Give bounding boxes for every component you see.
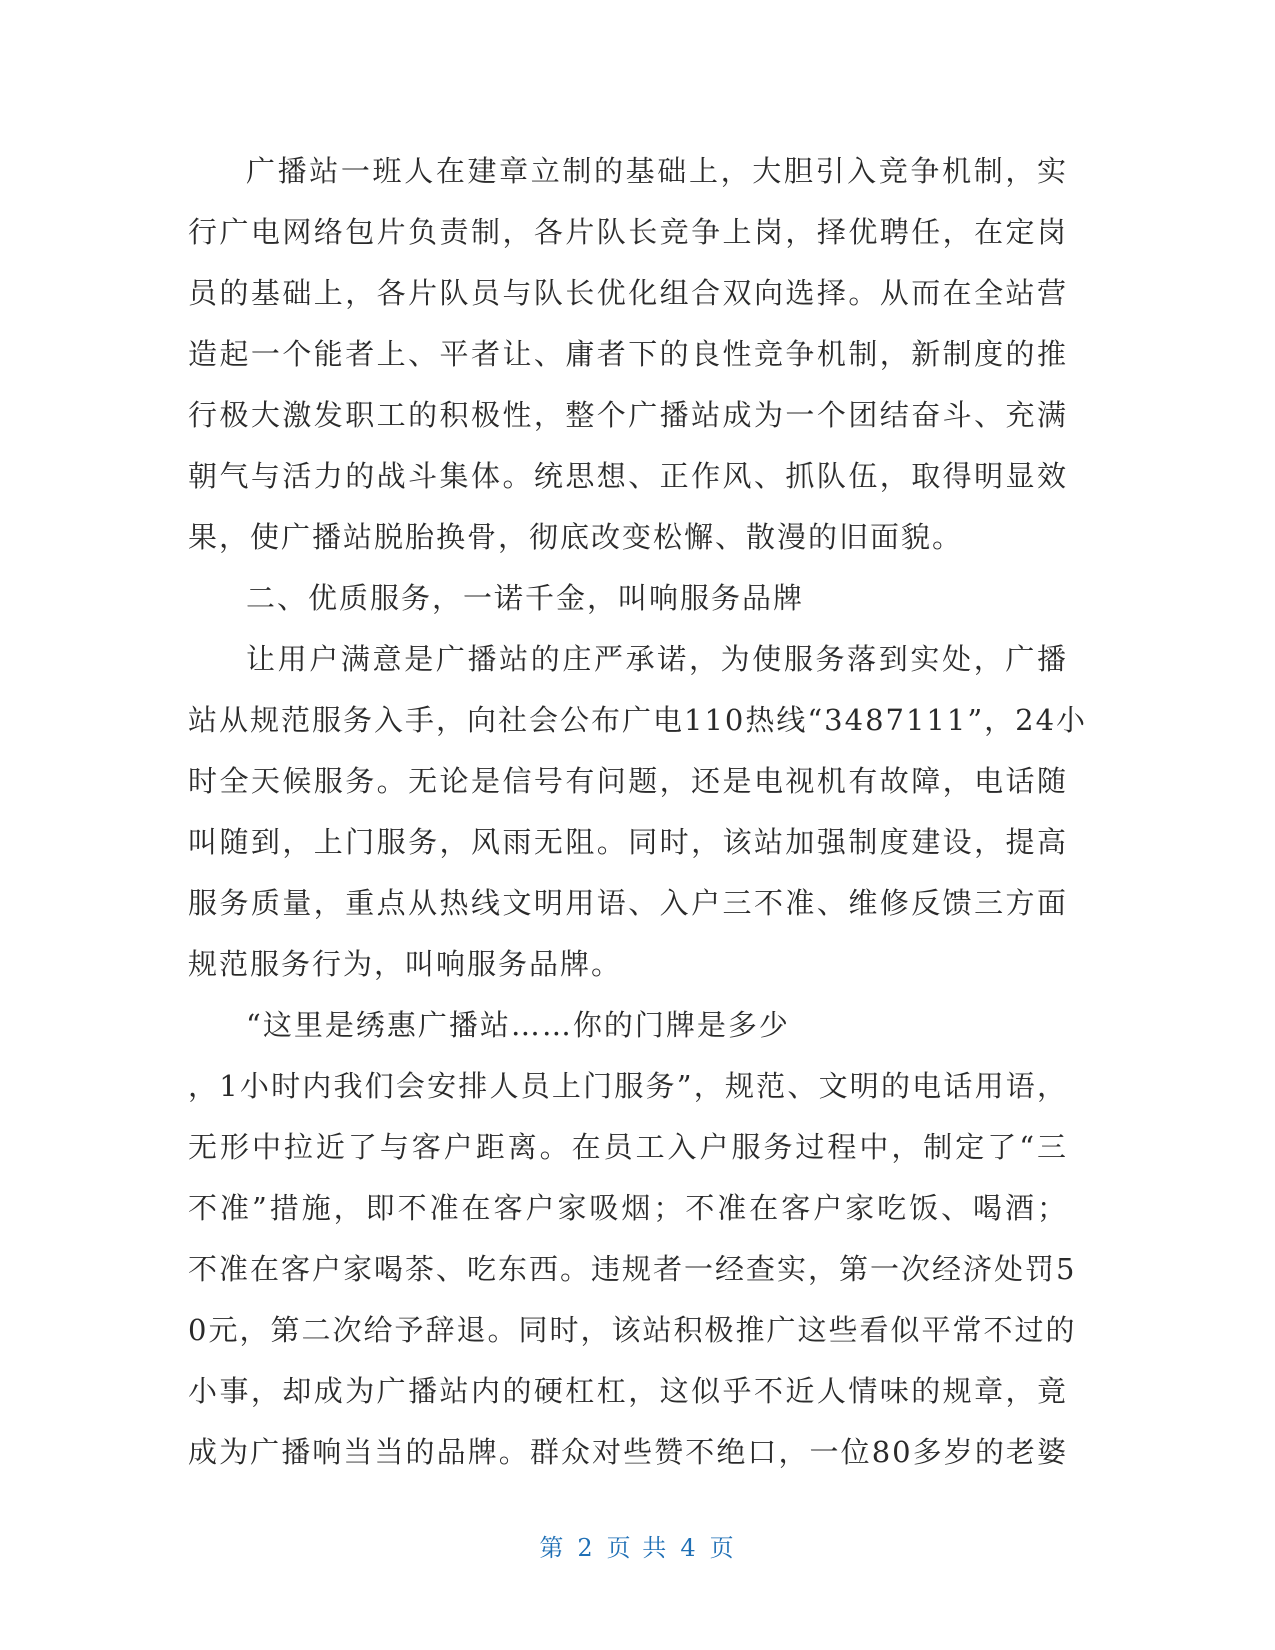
- text-line: 无形中拉近了与客户距离。在员工入户服务过程中，制定了“三: [188, 1130, 1068, 1164]
- page-number: 2: [577, 1534, 595, 1562]
- paragraph-1: [188, 141, 1068, 568]
- text-line: 二、优质服务，一诺千金，叫响服务品牌: [246, 581, 805, 615]
- paragraph-3: [188, 629, 1088, 995]
- text-line: 果，使广播站脱胎换骨，彻底改变松懈、散漫的旧面貌。: [188, 520, 964, 554]
- footer-middle: 页 共: [606, 1534, 669, 1562]
- page-total: 4: [680, 1534, 698, 1562]
- page-footer: [0, 1528, 1275, 1563]
- text-line: ，1小时内我们会安排人员上门服务”，规范、文明的电话用语，: [188, 1069, 1068, 1103]
- text-line: 小事，却成为广播站内的硬杠杠，这似乎不近人情味的规章，竟: [188, 1374, 1068, 1408]
- text-line: 行极大激发职工的积极性，整个广播站成为一个团结奋斗、充满: [188, 398, 1068, 432]
- text-line: 规范服务行为，叫响服务品牌。: [188, 947, 623, 981]
- section-heading: [188, 568, 1068, 629]
- text-line: 广播站一班人在建章立制的基础上，大胆引入竞争机制，实: [246, 154, 1068, 188]
- text-line: 服务质量，重点从热线文明用语、入户三不准、维修反馈三方面: [188, 886, 1068, 920]
- text-line: 员的基础上，各片队员与队长优化组合双向选择。从而在全站营: [188, 276, 1068, 310]
- text-line: 站从规范服务入手，向社会公布广电110热线“3487111”，24小: [188, 703, 1088, 737]
- text-line: 0元，第二次给予辞退。同时，该站积极推广这些看似平常不过的: [188, 1313, 1077, 1347]
- text-line: 成为广播响当当的品牌。群众对些赞不绝口，一位80多岁的老婆: [188, 1435, 1068, 1469]
- text-line: 行广电网络包片负责制，各片队长竞争上岗，择优聘任，在定岗: [188, 215, 1068, 249]
- paragraph-5: [188, 1056, 1077, 1483]
- text-line: 不准在客户家喝茶、吃东西。违规者一经查实，第一次经济处罚5: [188, 1252, 1077, 1286]
- text-line: 造起一个能者上、平者让、庸者下的良性竞争机制，新制度的推: [188, 337, 1068, 371]
- text-line: 时全天候服务。无论是信号有问题，还是电视机有故障，电话随: [188, 764, 1068, 798]
- text-line: 让用户满意是广播站的庄严承诺，为使服务落到实处，广播: [246, 642, 1068, 676]
- paragraph-4: [188, 995, 1068, 1056]
- text-line: 叫随到，上门服务，风雨无阻。同时，该站加强制度建设，提高: [188, 825, 1068, 859]
- footer-suffix: 页: [709, 1534, 736, 1562]
- text-line: 不准”措施，即不准在客户家吸烟；不准在客户家吃饭、喝酒；: [188, 1191, 1068, 1225]
- footer-prefix: 第: [539, 1534, 566, 1562]
- text-line: “这里是绣惠广播站……你的门牌是多少: [246, 1008, 790, 1042]
- text-line: 朝气与活力的战斗集体。统思想、正作风、抓队伍，取得明显效: [188, 459, 1068, 493]
- document-body: [188, 141, 1088, 1483]
